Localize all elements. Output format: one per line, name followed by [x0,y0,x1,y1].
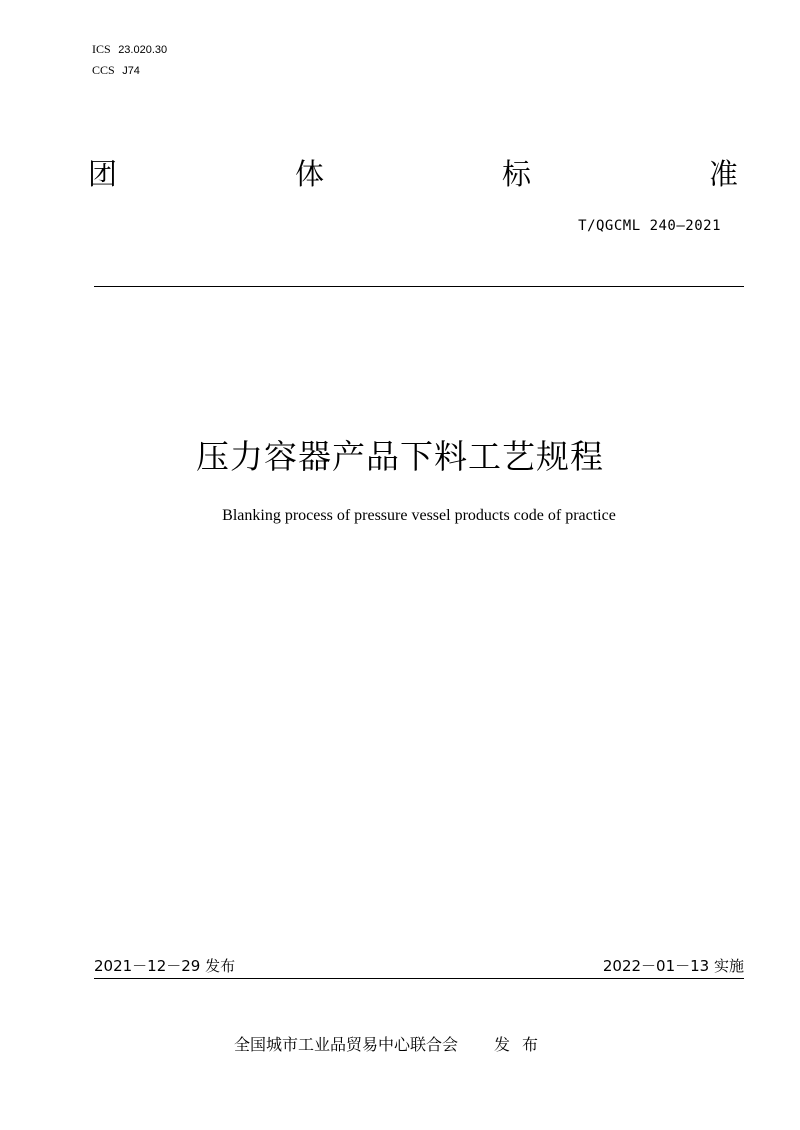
ccs-label: CCS [92,63,115,77]
standard-type-char-4: 准 [708,157,738,191]
document-title-english: Blanking process of pressure vessel products code of practice [222,507,616,524]
publisher-line [234,1034,550,1056]
standard-number: T/QGCML 240—2021 [578,218,721,234]
standard-type-char-3: 标 [501,157,531,191]
footer-divider [94,978,744,979]
date-row [94,955,744,977]
standard-type-char-1: 团 [88,157,118,191]
ics-label: ICS [92,42,111,56]
standard-type-char-2: 体 [294,157,324,191]
ccs-row [92,60,167,81]
publisher-action: 发布 [494,1035,551,1054]
publisher-name: 全国城市工业品贸易中心联合会 [234,1035,459,1054]
ccs-value: J74 [122,65,140,77]
document-title-chinese: 压力容器产品下料工艺规程 [196,437,604,476]
ics-value: 23.020.30 [118,44,168,56]
standard-type-heading [88,150,738,198]
classification-codes [92,39,167,81]
header-divider [94,286,744,287]
ics-row [92,39,167,60]
implement-date: 2022－01－13 实施 [602,957,744,975]
publish-date: 2021－12－29 发布 [94,957,236,975]
